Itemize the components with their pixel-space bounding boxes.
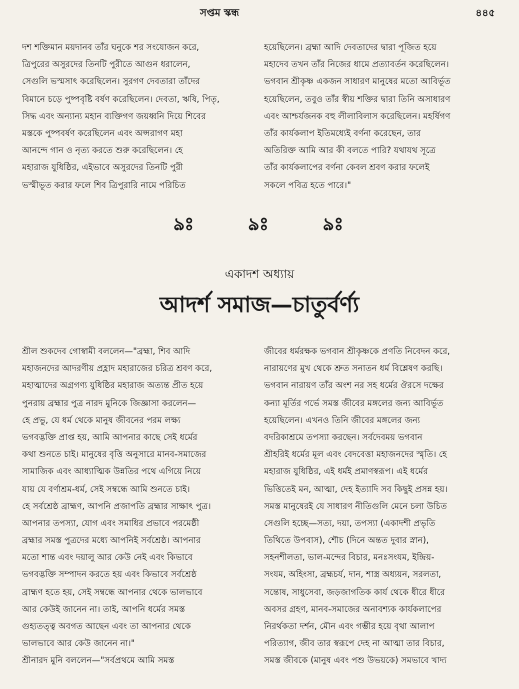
- text-line: মহাত্মাদের অগ্রগণ্য যুধিষ্ঠির মহারাজ অত্যন্ত প্রীত হয়ে: [22, 381, 204, 392]
- text-line: তাঁর কার্যকলাপ ইতিমধ্যেই বর্ণনা করেছেন, তার: [264, 128, 421, 139]
- text-line: হয়েছিলেন। এখনও তিনি জীবের মঙ্গলের জন্য: [264, 415, 421, 426]
- ornament-glyph: ঌঃ: [323, 214, 346, 235]
- ornament-glyph: ঌঃ: [248, 214, 271, 235]
- ornament-glyph: ঌঃ: [173, 214, 196, 235]
- text-line: সিদ্ধ এবং অন্যান্য মহান ব্যক্তিগণ জয়ধ্বনি দিয়ে শিবের: [22, 111, 206, 122]
- text-line: অবসর গ্রহণ, মানব-সমাজের অনাবশ্যক কার্যকলাপের: [264, 604, 442, 615]
- text-line: কথা শুনতে চাই। মানুষের বৃত্তি অনুসারে মানব-সমাজের: [22, 450, 207, 461]
- text-line: সকলে পবিত্র হতে পারে।": [264, 180, 352, 191]
- text-line: নিরর্থকতা দর্শন, মৌন এবং গম্ভীর হয়ে বৃথা আলাপ: [264, 622, 435, 632]
- text-line: আপনার তপস্যা, যোগ এবং সমাধির প্রভাবে পরমেষ্ঠী: [22, 518, 200, 529]
- text-line: বিমানে চড়ে পুষ্পবৃষ্টি বর্ষণ করেছিলেন। দেবতা, ঋষি, পিতৃ,: [22, 94, 220, 105]
- chapter-label: একাদশ অধ্যায়: [224, 267, 295, 281]
- text-line: ব্রহ্মার সমস্ত পুত্রদের মধ্যে আপনিই সর্বশ্রেষ্ঠ। আপনার: [22, 536, 201, 547]
- bottom-left-column: [22, 344, 254, 671]
- text-line: অতিরিক্ত আমি আর কী বলতে পারি? যথাযথ সূত্রে: [264, 146, 436, 157]
- text-line: সমস্ত জীবকে (মানুষ এবং পশু উভয়কে) সমভাবে খাদ্য: [264, 656, 447, 667]
- text-line: পরিত্যাগ, জীব তার স্বরূপে দেহ না আত্মা তার বিচার,: [264, 639, 445, 650]
- text-line: তিথিতে উপবাস), শৌচ (দিনে অন্তত দুবার স্নান),: [264, 536, 429, 547]
- text-line: সেগুলি হচ্ছে—সত্য, দয়া, তপস্যা (একাদশী প্রভৃতি: [264, 518, 436, 529]
- chapter-title: আদর্শ সমাজ—চাতুর্বর্ণ্য: [159, 293, 360, 318]
- text-line: হয়েছিলেন। ব্রহ্মা আদি দেবতাদের দ্বারা পূজিত হয়ে: [264, 43, 437, 53]
- text-line: হে প্রভু, যে ধর্ম থেকে মানুষ জীবনের পরম লক্ষ্য: [22, 415, 181, 426]
- text-line: সহনশীলতা, ভাল-মন্দের বিচার, মনঃসংযম, ইন্দ্রিয়-: [264, 553, 435, 564]
- text-line: মহাজনদের আদরণীয় প্রহ্লাদ মহারাজের চরিত্র শ্রবণ করে,: [22, 364, 213, 375]
- text-line: সংযম, অহিংসা, ব্রহ্মচর্য, দান, শাস্ত্র অধ্যয়ন, সরলতা,: [264, 570, 442, 581]
- text-line: বদরিকাশ্রমে তপস্যা করছেন। সর্বদেবময় ভগবান: [264, 432, 423, 443]
- text-line: শ্রীল শুকদেব গোস্বামী বললেন—"ব্রহ্মা, শিব আদি: [22, 347, 191, 357]
- text-line: ভস্মীভূত করার ফলে শিব ত্রিপুরারি নামে পরিচিত: [22, 180, 186, 191]
- section-ornaments: [0, 210, 519, 241]
- text-line: শ্রীনারদ মুনি বললেন—"সর্বপ্রথমে আমি সমস্ত: [22, 656, 175, 667]
- text-line: ভালভাবে আর কেউ জানেন না।": [22, 639, 135, 650]
- text-line: নারায়ণের মুখ থেকে শ্রুত সনাতন ধর্ম বিশ্লেষণ করছি।: [264, 364, 443, 375]
- text-line: মহারাজ যুধিষ্ঠির, এই ধর্মই প্রমাণস্বরূপ। এই ধর্মের: [264, 467, 428, 478]
- text-line: সন্তোষ, সাধুসেবা, জড়জাগতিক কার্য থেকে ধীরে ধীরে: [264, 587, 445, 598]
- text-line: ভগবদ্ভক্তি সম্পাদন করতে হয় এবং কিভাবে সর্বশ্রেষ্ঠ: [22, 570, 197, 581]
- text-line: ভগবান শ্রীকৃষ্ণ একজন সাধারণ মানুষের মতো আবির্ভূত: [264, 77, 451, 88]
- text-line: কন্যা মূর্তির গর্ভে সমস্ত জীবের মঙ্গলের জন্য আবির্ভূত: [264, 398, 444, 409]
- text-line: পুনরায় ব্রহ্মার পুত্র নারদ মুনিকে জিজ্ঞাসা করলেন—: [22, 398, 197, 409]
- running-head-chapter: সপ্তম স্কন্ধ: [200, 8, 239, 19]
- top-left-column: [22, 40, 254, 195]
- text-line: জীবের ধর্মরক্ষক ভগবান শ্রীকৃষ্ণকে প্রণতি নিবেদন করে,: [264, 347, 451, 357]
- top-right-column: [264, 40, 502, 195]
- text-line: সমস্ত মানুষেরই যে সাধারণ নীতিগুলি মেনে চলা উচিত: [264, 501, 447, 512]
- text-line: সামাজিক এবং আধ্যাত্মিক উন্নতির পথে এগিয়ে নিয়ে: [22, 467, 201, 478]
- text-line: হয়েছিলেন, তবুও তাঁর স্বীয় শক্তির দ্বারা তিনি অসাধারণ: [264, 94, 451, 105]
- text-line: তাঁর কার্যকলাপের বর্ণনা কেবল শ্রবণ করার ফলেই: [264, 163, 430, 174]
- text-line: আর কেউই জানেন না। তাই, আপনি ধর্মের সমস্ত: [22, 604, 186, 615]
- text-line: শ্রীহরিই ধর্মের মূল এবং বেদবেত্তা মহাজনদের স্মৃতি। হে: [264, 450, 447, 461]
- text-line: আনন্দে গান ও নৃত্য করতে শুরু করেছিলেন। হে: [22, 146, 183, 157]
- page-number: ৪৪৫: [475, 8, 495, 19]
- text-line: গুহ্যতত্ত্ব অবগত আছেন এবং তা আপনার থেকে: [22, 622, 191, 632]
- text-line: মহাদেব তখন তাঁর নিজের ধামে প্রত্যাবর্তন করেছিলেন।: [264, 60, 449, 71]
- page-header: [0, 4, 519, 22]
- text-line: ভিত্তিতেই মন, আত্মা, দেহ ইত্যাদি সব কিছুই প্রসন্ন হয়।: [264, 484, 448, 495]
- text-line: হে সর্বশ্রেষ্ঠ ব্রাহ্মণ, আপনি প্রজাপতি ব্রহ্মার সাক্ষাৎ পুত্র।: [22, 501, 211, 512]
- text-line: যায় যে বর্ণাশ্রম-ধর্ম, সেই সম্বন্ধে আমি শুনতে চাই।: [22, 484, 190, 495]
- text-line: সেগুলি ভস্মসাৎ করেছিলেন। সুরগণ দেবতারা তাঁদের: [22, 77, 200, 88]
- bottom-right-column: [264, 344, 502, 671]
- text-line: ব্রাহ্মণ হতে হয়, সেই সম্বন্ধে আপনার থেকে ভালভাবে: [22, 587, 203, 598]
- text-line: মহারাজ যুধিষ্ঠির, এইভাবে অসুরদের তিনটি পুরী: [22, 163, 183, 174]
- text-line: ত্রিপুরের অসুরদের তিনটি পুরীতে আগুন ধরালেন,: [22, 60, 191, 71]
- text-line: ভগবদ্ভক্তি প্রাপ্ত হয়, আমি আপনার কাছে সেই ধর্মের: [22, 432, 198, 443]
- text-line: এবং আশ্চর্যজনক বহু লীলাবিলাস করেছিলেন। মহর্ষিগণ: [264, 111, 451, 122]
- text-line: মস্তকে পুষ্পবর্ষণ করেছিলেন এবং অপ্সরাগণ মহা: [22, 128, 183, 139]
- text-line: ভগবান নারায়ণ তাঁর অংশ নর সহ ধর্মের ঔরসে দক্ষের: [264, 381, 444, 392]
- text-line: দশ শক্তিমান ময়দানব তাঁর ঘনুকে শর সংযোজন করে,: [22, 43, 200, 53]
- text-line: মতো শান্ত এবং দয়ালু আর কেউ নেই এবং কিভাবে: [22, 553, 193, 564]
